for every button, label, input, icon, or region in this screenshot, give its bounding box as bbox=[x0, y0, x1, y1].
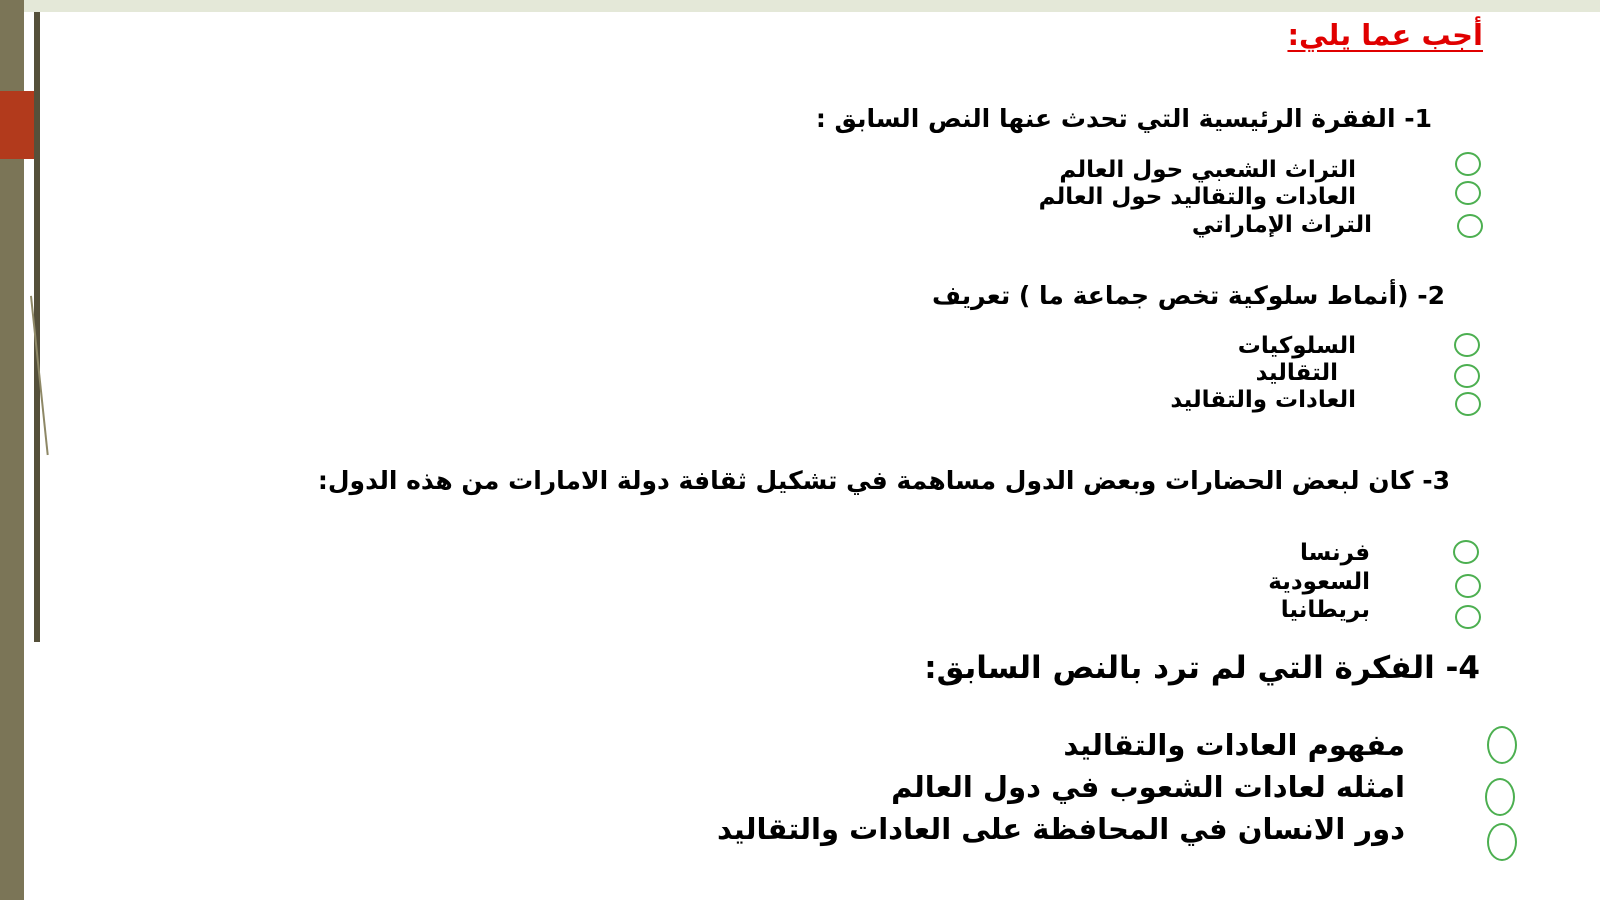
q3-option-1-radio[interactable] bbox=[1453, 540, 1479, 564]
q2-option-1-label: السلوكيات bbox=[1237, 333, 1356, 359]
q3-option-3-label: بريطانيا bbox=[1280, 597, 1370, 623]
q1-option-3-radio[interactable] bbox=[1457, 214, 1483, 238]
q3-option-2-radio[interactable] bbox=[1455, 574, 1481, 598]
q4-option-1-radio[interactable] bbox=[1487, 726, 1517, 764]
q4-option-3-label: دور الانسان في المحافظة على العادات والتقاليد bbox=[717, 812, 1405, 846]
q2-option-2-label: التقاليد bbox=[1255, 360, 1338, 386]
top-decor-band bbox=[24, 0, 1600, 12]
q1-option-3-label: التراث الإماراتي bbox=[1191, 212, 1372, 238]
q3-option-1-label: فرنسا bbox=[1299, 540, 1370, 566]
q2-option-3-label: العادات والتقاليد bbox=[1170, 387, 1356, 413]
q2-option-2-radio[interactable] bbox=[1454, 364, 1480, 388]
q4-option-3-radio[interactable] bbox=[1487, 823, 1517, 861]
question-4-text: 4- الفكرة التي لم ترد بالنص السابق: bbox=[924, 650, 1480, 686]
q1-option-1-radio[interactable] bbox=[1455, 152, 1481, 176]
question-1-text: 1- الفقرة الرئيسية التي تحدث عنها النص السابق : bbox=[815, 104, 1432, 133]
q4-option-1-label: مفهوم العادات والتقاليد bbox=[1063, 728, 1405, 762]
question-2-text: 2- (أنماط سلوكية تخص جماعة ما ) تعريف bbox=[932, 281, 1445, 310]
accent-tab bbox=[0, 91, 36, 159]
q4-option-2-label: امثله لعادات الشعوب في دول العالم bbox=[891, 770, 1405, 804]
page-title: أجب عما يلي: bbox=[1287, 18, 1483, 52]
q1-option-1-label: التراث الشعبي حول العالم bbox=[1059, 157, 1356, 183]
q4-option-2-radio[interactable] bbox=[1485, 778, 1515, 816]
q1-option-2-radio[interactable] bbox=[1455, 181, 1481, 205]
q2-option-3-radio[interactable] bbox=[1455, 392, 1481, 416]
question-3-text: 3- كان لبعض الحضارات وبعض الدول مساهمة في تشكيل ثقافة دولة الامارات من هذه الدول: bbox=[317, 466, 1450, 495]
q3-option-3-radio[interactable] bbox=[1455, 605, 1481, 629]
q3-option-2-label: السعودية bbox=[1268, 569, 1370, 595]
q1-option-2-label: العادات والتقاليد حول العالم bbox=[1038, 184, 1356, 210]
q2-option-1-radio[interactable] bbox=[1454, 333, 1480, 357]
